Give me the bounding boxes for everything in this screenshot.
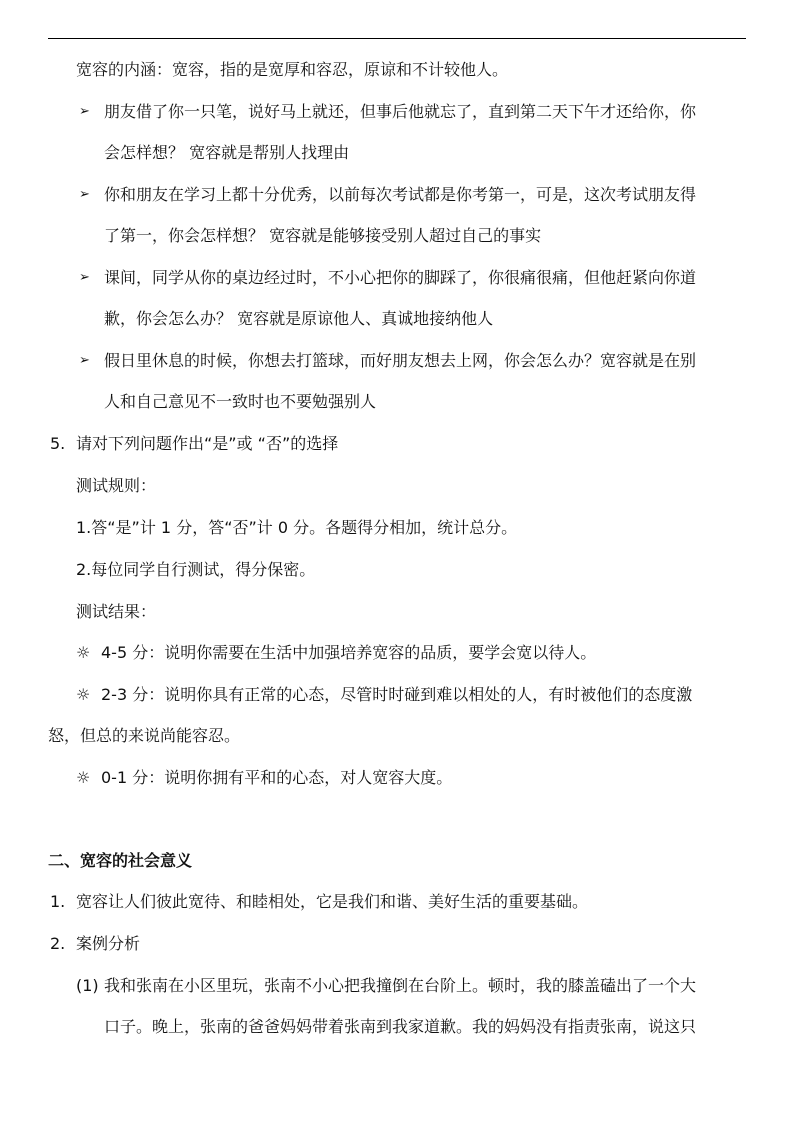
- item-5-number: 5.: [50, 434, 66, 453]
- result-2-line-1: 2-3 分：说明你具有正常的心态，尽管时时碰到难以相处的人，有时被他们的态度激: [101, 685, 693, 704]
- scenario-3-line-2: 歉，你会怎么办？ 宽容就是原谅他人、真诚地接纳他人: [104, 309, 494, 328]
- result-1: 4-5 分：说明你需要在生活中加强培养宽容的品质，要学会宽以待人。: [101, 643, 597, 662]
- sun-icon: ☼: [76, 768, 91, 787]
- section-2-item-1-text: 宽容让人们彼此宽待、和睦相处，它是我们和谐、美好生活的重要基础。: [76, 892, 589, 911]
- section-2-heading: 二、宽容的社会意义: [48, 851, 193, 870]
- test-rule-2: 2.每位同学自行测试，得分保密。: [76, 560, 316, 579]
- section-2-item-2-text: 案例分析: [76, 934, 141, 953]
- scenario-2-line-1: 你和朋友在学习上都十分优秀，以前每次考试都是你考第一，可是，这次考试朋友得: [104, 185, 697, 204]
- case-1-number: (1): [76, 976, 99, 995]
- bullet-arrow-icon: ➢: [79, 353, 90, 368]
- scenario-4-line-1: 假日里休息的时候，你想去打篮球，而好朋友想去上网，你会怎么办？宽容就是在别: [104, 351, 697, 370]
- sun-icon: ☼: [76, 643, 91, 662]
- scenario-1-line-2: 会怎样想？ 宽容就是帮别人找理由: [104, 143, 350, 162]
- result-2-line-2: 怒，但总的来说尚能容忍。: [48, 726, 241, 745]
- bullet-arrow-icon: ➢: [79, 104, 90, 119]
- case-1-line-1: 我和张南在小区里玩，张南不小心把我撞倒在台阶上。顿时，我的膝盖磕出了一个大: [104, 976, 697, 995]
- bullet-arrow-icon: ➢: [79, 187, 90, 202]
- item-5-text: 请对下列问题作出“是”或 “否”的选择: [76, 434, 339, 453]
- case-1-line-2: 口子。晚上，张南的爸爸妈妈带着张南到我家道歉。我的妈妈没有指责张南，说这只: [104, 1017, 697, 1036]
- header-rule: [48, 38, 746, 39]
- scenario-3-line-1: 课间，同学从你的桌边经过时，不小心把你的脚踩了，你很痛很痛，但他赶紧向你道: [104, 268, 697, 287]
- scenario-2-line-2: 了第一，你会怎样想？ 宽容就是能够接受别人超过自己的事实: [104, 226, 542, 245]
- scenario-1-line-1: 朋友借了你一只笔，说好马上就还，但事后他就忘了，直到第二天下午才还给你，你: [104, 102, 697, 121]
- test-rule-1: 1.答“是”计 1 分，答“否”计 0 分。各题得分相加，统计总分。: [76, 518, 518, 537]
- result-3: 0-1 分：说明你拥有平和的心态，对人宽容大度。: [101, 768, 453, 787]
- sun-icon: ☼: [76, 685, 91, 704]
- section-2-item-1-number: 1.: [50, 892, 66, 911]
- bullet-arrow-icon: ➢: [79, 270, 90, 285]
- test-results-title: 测试结果：: [76, 602, 157, 621]
- intro-text: 宽容的内涵：宽容，指的是宽厚和容忍，原谅和不计较他人。: [76, 60, 509, 79]
- test-rules-title: 测试规则：: [76, 476, 157, 495]
- section-2-item-2-number: 2.: [50, 934, 66, 953]
- scenario-4-line-2: 人和自己意见不一致时也不要勉强别人: [104, 392, 377, 411]
